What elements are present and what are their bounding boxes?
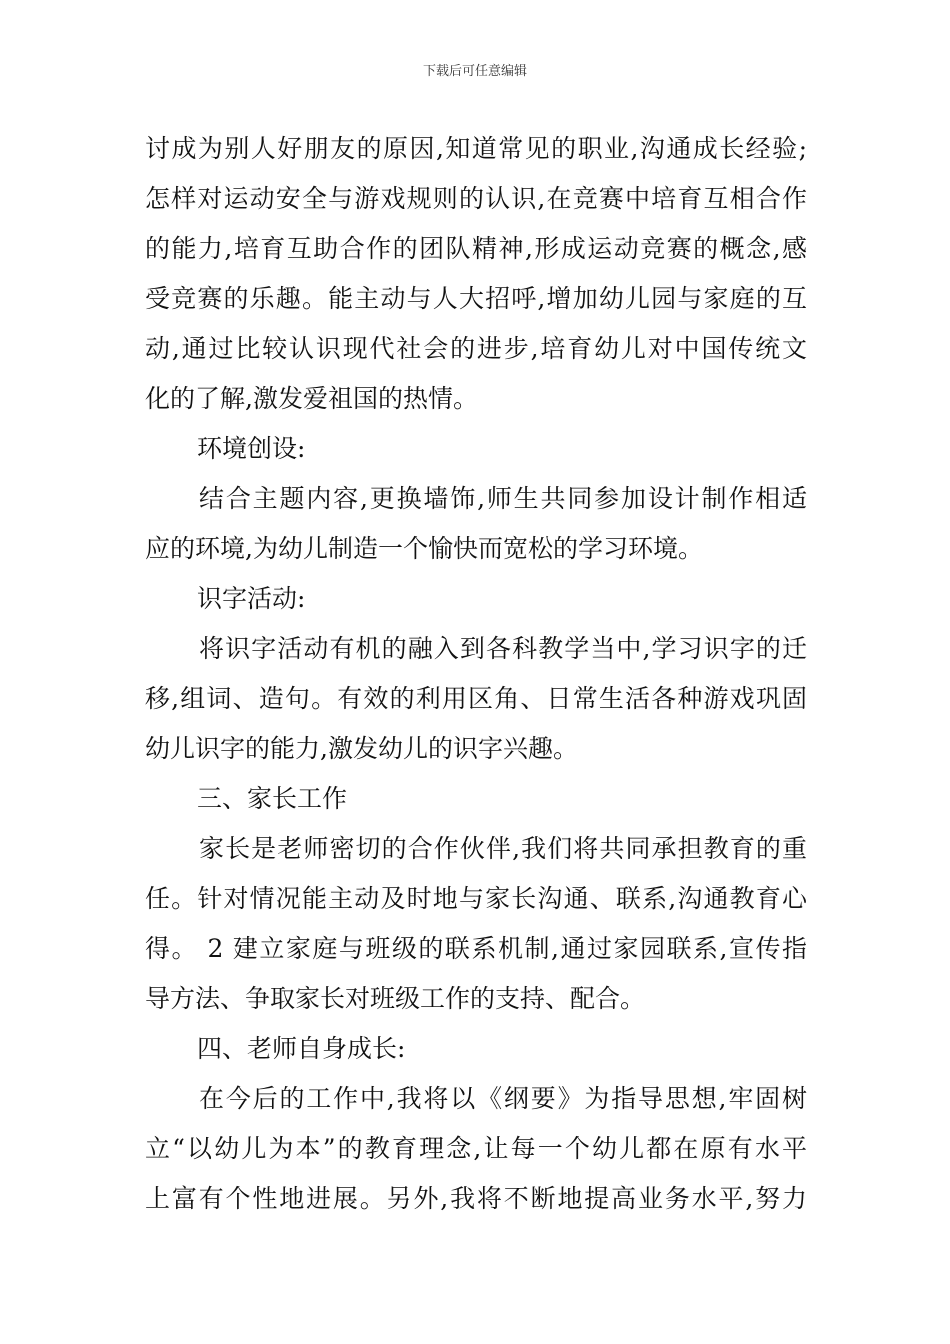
body-line: 动,通过比较认识现代社会的进步,培育幼儿对中国传统文	[145, 334, 807, 363]
body-line: 怎样对运动安全与游戏规则的认识,在竞赛中培育互相合作	[145, 184, 807, 213]
section-heading-parent-work: 三、家长工作	[197, 784, 348, 813]
body-line: 应的环境,为幼儿制造一个愉快而宽松的学习环境。	[145, 534, 703, 563]
body-line: 结合主题内容,更换墙饰,师生共同参加设计制作相适	[199, 484, 807, 513]
section-heading-teacher-growth: 四、老师自身成长:	[197, 1034, 406, 1063]
body-line: 将识字活动有机的融入到各科教学当中,学习识字的迁	[199, 634, 807, 663]
body-line: 上富有个性地进展。另外,我将不断地提高业务水平,努力	[145, 1184, 807, 1213]
body-line: 幼儿识字的能力,激发幼儿的识字兴趣。	[145, 734, 578, 763]
body-line: 讨成为别人好朋友的原因,知道常见的职业,沟通成长经验;	[145, 134, 807, 163]
section-heading-literacy: 识字活动:	[197, 584, 306, 613]
body-line: 得。 2 建立家庭与班级的联系机制,通过家园联系,宣传指	[145, 934, 807, 963]
body-line: 移,组词、造句。有效的利用区角、日常生活各种游戏巩固	[145, 684, 807, 713]
body-line: 化的了解,激发爱祖国的热情。	[145, 384, 478, 413]
body-line: 受竞赛的乐趣。能主动与人大招呼,增加幼儿园与家庭的互	[145, 284, 807, 313]
section-heading-environment: 环境创设:	[197, 434, 306, 463]
body-line: 导方法、争取家长对班级工作的支持、配合。	[145, 984, 646, 1013]
body-line: 的能力,培育互助合作的团队精神,形成运动竞赛的概念,感	[145, 234, 807, 263]
body-line: 家长是老师密切的合作伙伴,我们将共同承担教育的重	[199, 834, 807, 863]
body-line: 在今后的工作中,我将以《纲要》为指导思想,牢固树	[199, 1084, 807, 1113]
page-header-note: 下载后可任意编辑	[422, 64, 527, 79]
document-body	[145, 124, 807, 1224]
body-line: 任。针对情况能主动及时地与家长沟通、联系,沟通教育心	[145, 884, 807, 913]
body-line: 立“以幼儿为本”的教育理念,让每一个幼儿都在原有水平	[145, 1134, 807, 1163]
